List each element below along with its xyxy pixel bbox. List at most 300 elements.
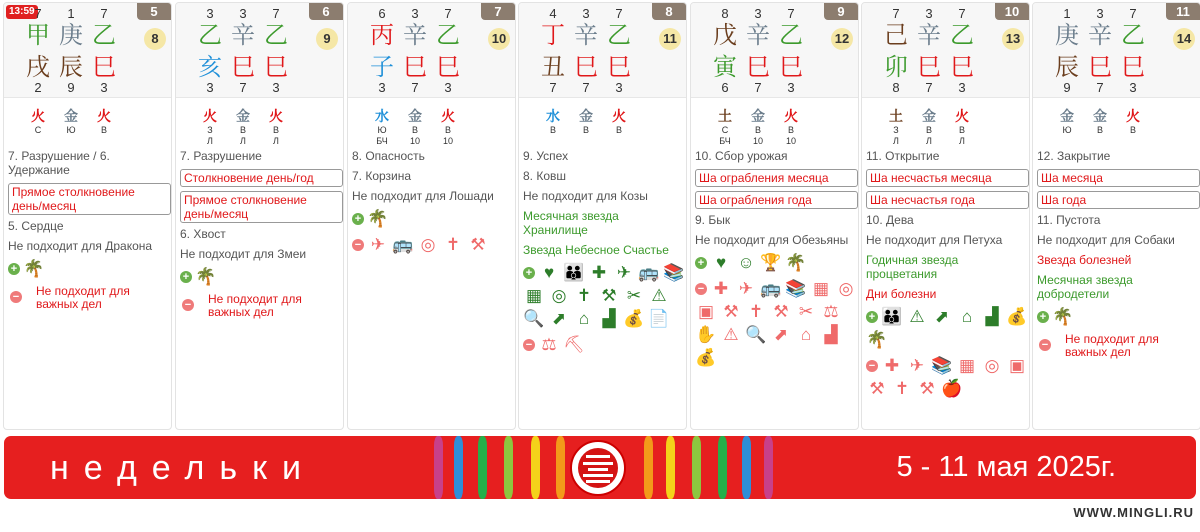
plane-icon[interactable]: ✈	[738, 279, 754, 298]
rainbow-stripe	[718, 436, 727, 499]
element-sub1: В	[787, 125, 794, 135]
rainbow-stripe	[556, 436, 565, 499]
element-char: 水	[375, 109, 389, 125]
day-column	[518, 2, 687, 430]
element-sub1: С	[721, 125, 729, 135]
pillar-bottom-number: 3	[787, 80, 795, 95]
bad-icons-row	[523, 335, 687, 355]
element-sub1: В	[925, 125, 932, 135]
element-char: 金	[579, 109, 593, 125]
rings-icon[interactable]: ◎	[984, 356, 1000, 375]
earthly-branch: 巳	[917, 53, 941, 81]
house-icon[interactable]: ⌂	[578, 309, 590, 328]
house-icon[interactable]: ⌂	[800, 325, 812, 344]
earthly-branch: 巳	[779, 53, 803, 81]
good-icons-row	[180, 267, 344, 287]
sign-icon[interactable]: ⚠	[909, 307, 925, 326]
heart-icon[interactable]: ♥	[543, 263, 555, 282]
not-important-row	[1039, 333, 1200, 359]
warning-box: Ша несчастья месяца	[866, 169, 1029, 187]
note-text: 7. Разрушение / 6. Удержание	[8, 149, 110, 177]
dig-icon[interactable]: ⚒	[723, 302, 739, 321]
pillar-top-number: 3	[411, 6, 419, 21]
rainbow-stripe	[504, 436, 513, 499]
rainbow-stripe	[666, 436, 675, 499]
pillar-top-number: 7	[615, 6, 623, 21]
day-column	[1032, 2, 1200, 430]
earthly-branch: 巳	[92, 53, 116, 81]
rainbow-stripe	[742, 436, 751, 499]
document-icon[interactable]: 📄	[648, 309, 670, 328]
time-badge: 13:59	[6, 5, 38, 19]
rainbow-stripe	[478, 436, 487, 499]
car-icon[interactable]: 🚌	[760, 279, 782, 298]
broom-icon[interactable]: ⛏	[563, 335, 585, 354]
grave-icon[interactable]: ✝	[748, 302, 764, 321]
rainbow-stripe	[644, 436, 653, 499]
element-char: 金	[64, 109, 78, 125]
day-number-badge: 7	[481, 3, 515, 20]
warning-box: Ша ограбления месяца	[695, 169, 858, 187]
element-sub2: 10	[785, 136, 796, 146]
warning-box: Ша года	[1037, 191, 1200, 209]
not-important-text: Не подходит для важных дел	[1065, 332, 1159, 359]
pillar-bottom-number: 7	[239, 80, 247, 95]
element-sub1: В	[411, 125, 418, 135]
element-sub2: Л	[273, 136, 279, 146]
earthly-branch: 亥	[198, 53, 222, 81]
banner-dates: 5 - 11 мая 2025г.	[896, 451, 1116, 483]
plus-icon: +	[1037, 311, 1049, 323]
banner-title: недельки	[50, 449, 316, 487]
pillar-top-number: 7	[958, 6, 966, 21]
car-icon[interactable]: 🚌	[638, 263, 660, 282]
good-icons-row	[866, 307, 1030, 350]
car-icon[interactable]: 🚌	[392, 235, 414, 254]
note-text: 5. Сердце	[8, 219, 64, 233]
warning-box: Прямое столкновение день/месяц	[8, 183, 171, 215]
heavenly-stem: 乙	[950, 21, 974, 49]
heavenly-stem: 乙	[198, 21, 222, 49]
rings-icon[interactable]: ◎	[838, 279, 854, 298]
warning-box: Столкновение день/год	[180, 169, 343, 187]
note-text: 11. Открытие	[866, 149, 940, 163]
heavenly-stem: 甲	[26, 21, 50, 49]
note-text: Не подходит для Змеи	[180, 247, 307, 261]
not-important-text: Не подходит для важных дел	[36, 284, 130, 311]
element-sub2: Л	[926, 136, 932, 146]
minus-icon: −	[1039, 339, 1051, 351]
bad-icons-row	[352, 235, 516, 255]
pillar-top-number: 3	[206, 6, 214, 21]
minus-icon: −	[523, 339, 535, 351]
day-column	[690, 2, 859, 430]
heart-icon[interactable]: ♥	[715, 253, 727, 272]
money-icon[interactable]: 💰	[623, 309, 645, 328]
good-icons-row	[523, 263, 687, 329]
arrow-up-icon[interactable]: ⬈	[773, 325, 789, 344]
element-sub1: В	[100, 125, 107, 135]
rainbow-stripe	[434, 436, 443, 499]
warning-box: Ша ограбления года	[695, 191, 858, 209]
element-cell	[571, 109, 601, 136]
pillar-top-number: 3	[582, 6, 590, 21]
pillar-bottom-number: 9	[67, 80, 75, 95]
pillar-top-number: 1	[67, 6, 75, 21]
note-text: 10. Дева	[866, 213, 914, 227]
note-text: Не подходит для Обезьяны	[695, 233, 849, 247]
earthly-branch: 巳	[264, 53, 288, 81]
minus-icon: −	[10, 291, 22, 303]
heavenly-stem: 乙	[1121, 21, 1145, 49]
earthly-branch: 丑	[541, 53, 565, 81]
dig-icon[interactable]: ⚒	[869, 379, 885, 398]
element-sub2: Л	[959, 136, 965, 146]
heavenly-stem: 辛	[403, 21, 427, 49]
people-icon[interactable]: 👪	[563, 263, 585, 282]
note-text: Не подходит для Дракона	[8, 239, 153, 253]
arrow-up-icon[interactable]: ⬈	[934, 307, 950, 326]
heavenly-stem: 乙	[264, 21, 288, 49]
pillar-top-number: 4	[549, 6, 557, 21]
plus-icon: +	[523, 267, 535, 279]
day-notes	[8, 147, 171, 311]
plane-icon[interactable]: ✈	[370, 235, 386, 254]
minus-icon: −	[182, 299, 194, 311]
pillar-bottom-number: 3	[444, 80, 452, 95]
plane-icon[interactable]: ✈	[616, 263, 632, 282]
earthly-branch: 巳	[231, 53, 255, 81]
good-icons-row	[8, 259, 172, 279]
tools-icon[interactable]: ⚒	[470, 235, 486, 254]
earthly-branch: 巳	[403, 53, 427, 81]
element-sub1: В	[1096, 125, 1103, 135]
pillar-bottom-number: 6	[721, 80, 729, 95]
element-char: 火	[31, 109, 45, 125]
note-text: 10. Сбор урожая	[695, 149, 788, 163]
heavenly-stem: 辛	[917, 21, 941, 49]
warning-box: Прямое столкновение день/месяц	[180, 191, 343, 223]
earthly-branch: 辰	[59, 53, 83, 81]
earthly-branch: 巳	[746, 53, 770, 81]
heavenly-stem: 乙	[779, 21, 803, 49]
heavenly-stem: 辛	[1088, 21, 1112, 49]
element-sub1: В	[549, 125, 556, 135]
pillar-bottom-number: 3	[615, 80, 623, 95]
element-sub1: З	[207, 125, 213, 135]
pillar-bottom-number: 3	[378, 80, 386, 95]
pillar-top-number: 3	[925, 6, 933, 21]
element-sub1: В	[272, 125, 279, 135]
house-icon[interactable]: ⌂	[961, 307, 973, 326]
sign-icon[interactable]: ⚠	[651, 286, 667, 305]
element-sub1: В	[444, 125, 451, 135]
pillar-top-number: 7	[787, 6, 795, 21]
cross-icon[interactable]: ✚	[713, 279, 729, 298]
minus-icon: −	[695, 283, 707, 295]
note-text: 9. Бык	[695, 213, 731, 227]
element-sub2: Л	[207, 136, 213, 146]
pillar-top-number: 6	[378, 6, 386, 21]
element-sub1: В	[1129, 125, 1136, 135]
element-cell	[1085, 109, 1115, 136]
element-char: 火	[955, 109, 969, 125]
palm-icon[interactable]: 🌴	[195, 267, 217, 286]
element-cell	[433, 109, 463, 147]
earthly-branch: 巳	[607, 53, 631, 81]
element-cell	[23, 109, 53, 136]
money-icon[interactable]: 💰	[695, 348, 717, 367]
note-text: Не подходит для Лошади	[352, 189, 494, 203]
sign-icon[interactable]: ⚠	[723, 325, 739, 344]
not-important-row	[10, 285, 171, 311]
face-icon[interactable]: ☺	[737, 253, 755, 272]
books-icon[interactable]: 📚	[663, 263, 685, 282]
pillar-bottom-number: 3	[958, 80, 966, 95]
element-char: 土	[718, 109, 732, 125]
note-text: 12. Закрытие	[1037, 149, 1111, 163]
earthly-branch: 寅	[713, 53, 737, 81]
element-sub2: Л	[240, 136, 246, 146]
note-text: 7. Разрушение	[180, 149, 262, 163]
pillar-bottom-number: 9	[1063, 80, 1071, 95]
element-sub2: БЧ	[376, 136, 388, 146]
heavenly-stem: 辛	[746, 21, 770, 49]
tools-icon[interactable]: ⚒	[601, 286, 617, 305]
day-notes	[352, 147, 515, 261]
element-cell	[1052, 109, 1082, 136]
tools-icon[interactable]: ⚒	[773, 302, 789, 321]
day-index-circle: 8	[144, 28, 166, 50]
element-cell	[400, 109, 430, 147]
stairs-icon[interactable]: ▟	[602, 309, 616, 328]
stairs-icon[interactable]: ▟	[824, 325, 838, 344]
pillar-bottom-number: 8	[892, 80, 900, 95]
good-icons-row	[695, 253, 859, 273]
cross-icon[interactable]: ✚	[884, 356, 900, 375]
grave-icon[interactable]: ✝	[576, 286, 592, 305]
building-icon[interactable]: ▦	[812, 279, 830, 298]
good-icons-row	[1037, 307, 1200, 327]
day-number-badge: 11	[1166, 3, 1200, 20]
pillar-top-number: 7	[1129, 6, 1137, 21]
rainbow-stripe	[531, 436, 540, 499]
rings-icon[interactable]: ◎	[551, 286, 567, 305]
heavenly-stem: 丙	[370, 21, 394, 49]
element-cell	[776, 109, 806, 147]
scales-icon[interactable]: ⚖	[823, 302, 839, 321]
element-char: 金	[751, 109, 765, 125]
day-notes	[695, 147, 858, 374]
search-icon[interactable]: 🔍	[745, 325, 767, 344]
day-index-circle: 11	[659, 28, 681, 50]
pillar-bottom-number: 3	[206, 80, 214, 95]
note-text: 8. Опасность	[352, 149, 425, 163]
earthly-branch: 巳	[574, 53, 598, 81]
scales-icon[interactable]: ⚖	[541, 335, 557, 354]
plus-icon: +	[180, 271, 192, 283]
element-sub1: С	[34, 125, 42, 135]
pillar-bottom-number: 7	[411, 80, 419, 95]
books-icon[interactable]: 📚	[785, 279, 807, 298]
star-text: Годичная звезда процветания	[866, 253, 959, 281]
heavenly-stem: 戊	[713, 21, 737, 49]
earthly-branch: 巳	[1088, 53, 1112, 81]
books-icon[interactable]: 📚	[931, 356, 953, 375]
pillar-bottom-number: 7	[1096, 80, 1104, 95]
earthly-branch: 巳	[950, 53, 974, 81]
element-cell	[367, 109, 397, 147]
day-column	[861, 2, 1030, 430]
plus-icon: +	[866, 311, 878, 323]
star-text: Звезда Небесное Счастье	[523, 243, 669, 257]
element-char: 金	[922, 109, 936, 125]
day-number-badge: 10	[995, 3, 1029, 20]
day-notes	[180, 147, 343, 319]
heavenly-stem: 辛	[574, 21, 598, 49]
palm-icon[interactable]: 🌴	[785, 253, 807, 272]
rainbow-stripe	[454, 436, 463, 499]
element-sub1: В	[239, 125, 246, 135]
building-icon[interactable]: ▦	[958, 356, 976, 375]
apple-icon[interactable]: 🍎	[941, 379, 963, 398]
element-sub1: Ю	[1062, 125, 1072, 135]
heavenly-stem: 乙	[436, 21, 460, 49]
element-sub2: БЧ	[719, 136, 731, 146]
plus-icon: +	[352, 213, 364, 225]
banner	[4, 436, 1196, 499]
element-char: 金	[236, 109, 250, 125]
plus-icon: +	[695, 257, 707, 269]
stairs-icon[interactable]: ▟	[985, 307, 999, 326]
frame-icon[interactable]: ▣	[697, 302, 715, 321]
warning-box: Ша несчастья года	[866, 191, 1029, 209]
element-cell	[604, 109, 634, 136]
element-cell	[89, 109, 119, 136]
element-sub1: В	[754, 125, 761, 135]
pillar-top-number: 7	[272, 6, 280, 21]
plane-icon[interactable]: ✈	[909, 356, 925, 375]
building-icon[interactable]: ▦	[525, 286, 543, 305]
grave-icon[interactable]: ✝	[445, 235, 461, 254]
heavenly-stem: 乙	[92, 21, 116, 49]
site-url[interactable]: WWW.MINGLI.RU	[1073, 505, 1194, 520]
earthly-branch: 巳	[436, 53, 460, 81]
not-important-text: Не подходит для важных дел	[208, 292, 302, 319]
palm-icon[interactable]: 🌴	[866, 330, 888, 349]
day-column	[3, 2, 172, 430]
element-char: 火	[97, 109, 111, 125]
element-sub1: Ю	[377, 125, 387, 135]
bad-icons-row	[695, 279, 859, 368]
pillar-top-number: 3	[1096, 6, 1104, 21]
note-text: 8. Ковш	[523, 169, 567, 183]
rainbow-stripe	[764, 436, 773, 499]
day-column	[175, 2, 344, 430]
pillar-top-number: 8	[721, 6, 729, 21]
pillar-bottom-number: 7	[549, 80, 557, 95]
minus-icon: −	[352, 239, 364, 251]
hand-icon[interactable]: ✋	[695, 325, 717, 344]
frame-icon[interactable]: ▣	[1008, 356, 1026, 375]
day-notes	[523, 147, 686, 361]
earthly-branch: 戌	[26, 53, 50, 81]
earthly-branch: 卯	[884, 53, 908, 81]
element-char: 火	[269, 109, 283, 125]
minus-icon: −	[866, 360, 878, 372]
search-icon[interactable]: 🔍	[523, 309, 545, 328]
element-cell	[56, 109, 86, 136]
element-char: 火	[784, 109, 798, 125]
day-index-circle: 14	[1173, 28, 1195, 50]
scissors-icon[interactable]: ✂	[798, 302, 814, 321]
element-char: 土	[889, 109, 903, 125]
arrow-up-icon[interactable]: ⬈	[551, 309, 567, 328]
people-icon[interactable]: 👪	[881, 307, 903, 326]
palm-icon[interactable]: 🌴	[1052, 307, 1074, 326]
heavenly-stem: 庚	[1055, 21, 1079, 49]
element-sub1: З	[893, 125, 899, 135]
note-text: 9. Успех	[523, 149, 569, 163]
money-icon[interactable]: 💰	[1006, 307, 1028, 326]
warning-text: Звезда болезней	[1037, 253, 1132, 267]
pillar-top-number: 3	[754, 6, 762, 21]
day-number-badge: 5	[137, 3, 171, 20]
pillar-top-number: 7	[892, 6, 900, 21]
shou-logo-icon	[570, 440, 626, 496]
warning-box: Ша месяца	[1037, 169, 1200, 187]
cross-icon[interactable]: ✚	[591, 263, 607, 282]
day-number-badge: 8	[652, 3, 686, 20]
star-text: Месячная звезда добродетели	[1037, 273, 1133, 301]
trophy-icon[interactable]: 🏆	[760, 253, 782, 272]
element-sub1: Ю	[66, 125, 76, 135]
palm-icon[interactable]: 🌴	[23, 259, 45, 278]
pillar-bottom-number: 3	[1129, 80, 1137, 95]
tools-icon[interactable]: ⚒	[919, 379, 935, 398]
element-char: 金	[408, 109, 422, 125]
heavenly-stem: 庚	[59, 21, 83, 49]
pillar-bottom-number: 7	[754, 80, 762, 95]
element-sub1: В	[958, 125, 965, 135]
day-index-circle: 10	[488, 28, 510, 50]
rainbow-stripe	[692, 436, 701, 499]
palm-icon[interactable]: 🌴	[367, 209, 389, 228]
day-index-circle: 13	[1002, 28, 1024, 50]
element-char: 火	[203, 109, 217, 125]
day-notes	[866, 147, 1029, 405]
not-important-row	[182, 293, 343, 319]
day-number-badge: 9	[824, 3, 858, 20]
pillar-bottom-number: 7	[582, 80, 590, 95]
earthly-branch: 子	[370, 53, 394, 81]
element-cell	[743, 109, 773, 147]
element-cell	[947, 109, 977, 147]
element-cell	[914, 109, 944, 147]
element-cell	[261, 109, 291, 147]
day-index-circle: 12	[831, 28, 853, 50]
grave-icon[interactable]: ✝	[894, 379, 910, 398]
note-text: 11. Пустота	[1037, 213, 1101, 227]
rings-icon[interactable]: ◎	[420, 235, 436, 254]
pillar-top-number: 3	[239, 6, 247, 21]
day-column	[347, 2, 516, 430]
scissors-icon[interactable]: ✂	[626, 286, 642, 305]
pillar-top-number: 7	[34, 6, 42, 21]
element-sub2: 10	[442, 136, 453, 146]
element-sub2: 10	[409, 136, 420, 146]
note-text: Не подходит для Собаки	[1037, 233, 1175, 247]
